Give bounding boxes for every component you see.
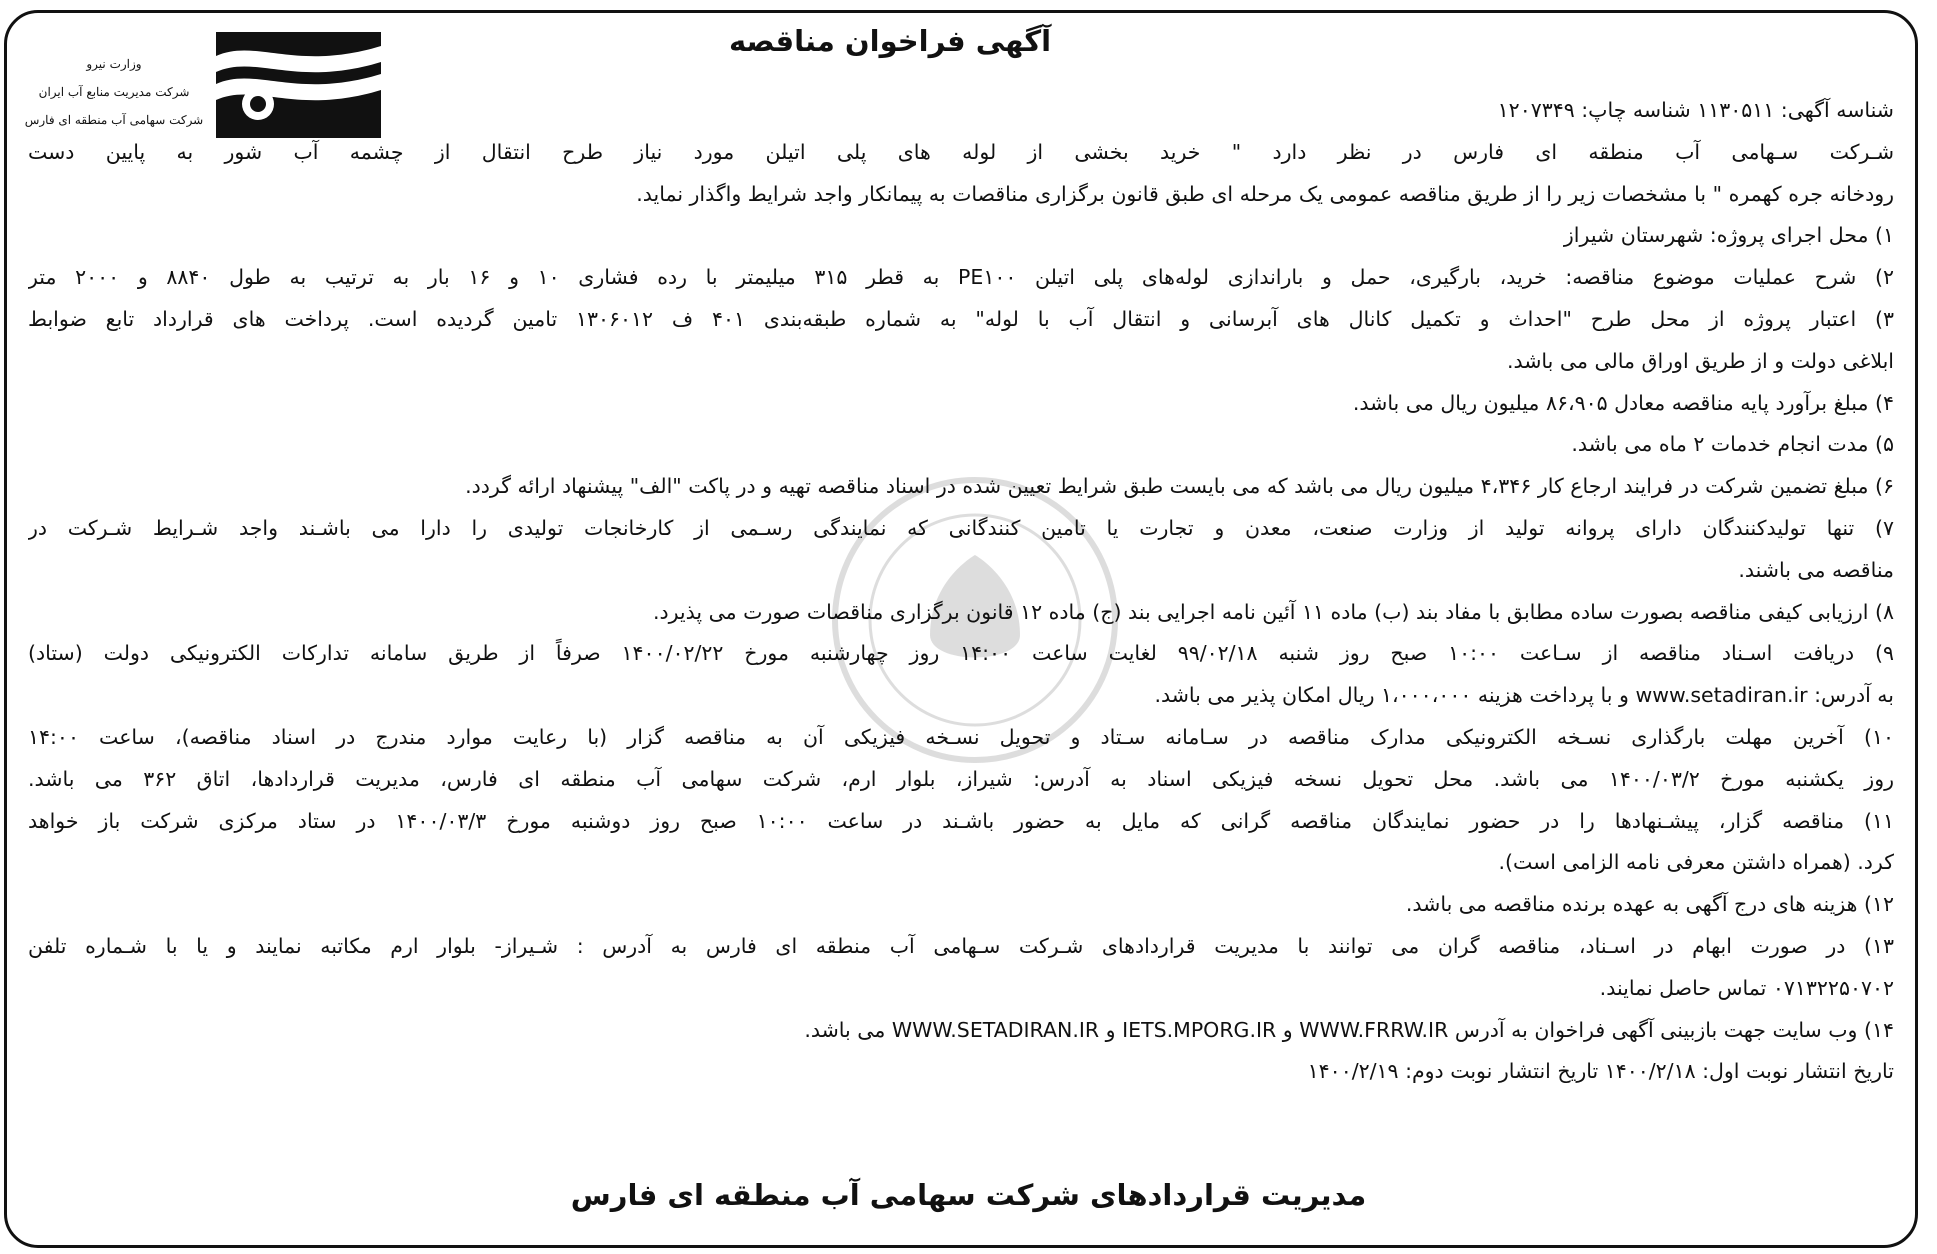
notice-item: روز یکشنبه مورخ ۱۴۰۰/۰۳/۲ می باشد. محل تحویل نسخه فیزیکی اسناد به آدرس: شیراز، بلوار ارم، شرکت سهامی آب منطقه ای فارس، مدیریت قراردادها، اتاق ۳۶۲ می باشد. <box>28 766 1894 791</box>
logo-org-line3: شرکت سهامی آب منطقه ای فارس <box>24 113 204 127</box>
notice-item: ۱۰) آخرین مهلت بارگذاری نسـخه الکترونیکی مدارک مناقصه در سـامانه سـتاد و تحویل نسـخه فیزیکی آن به مناقصه گزار (با رعایت موارد مندرج در اسناد مناقصه)، ساعت ۱۴:۰۰ <box>28 724 1894 749</box>
notice-item: به آدرس: www.setadiran.ir و با پرداخت هزینه ۱،۰۰۰،۰۰۰ ریال امکان پذیر می باشد. <box>1154 683 1894 708</box>
notice-item: ۱۲) هزینه های درج آگهی به عهده برنده مناقصه می باشد. <box>1405 892 1894 917</box>
notice-item: ۷) تنها تولیدکنندگان دارای پروانه تولید از وزارت صنعت، معدن و تجارت یا تامین کنندگانی که نمایندگی رسـمی از کارخانجات تولیدی را دارا می باشـند واجد شـرایط شـرکت در <box>28 515 1894 540</box>
notice-item: ابلاغی دولت و از طریق اوراق مالی می باشد. <box>1506 348 1894 373</box>
notice-item: ۱) محل اجرای پروژه: شهرستان شیراز <box>1563 223 1894 248</box>
notice-item: ۸) ارزیابی کیفی مناقصه بصورت ساده مطابق با مفاد بند (ب) ماده ۱۱ آئین نامه اجرایی بند (ج) ماده ۱۲ قانون برگزاری مناقصات صورت می پذیرد. <box>652 599 1894 624</box>
notice-item: ۰۷۱۳۲۲۵۰۷۰۲ تماس حاصل نمایند. <box>1599 975 1894 1000</box>
intro-line: رودخانه جره کهمره " با مشخصات زیر را از طریق مناقصه عمومی یک مرحله ای طبق قانون برگزاری مناقصات به پیمانکار واجد شرایط واگذار نماید. <box>636 181 1894 206</box>
publish-dates: تاریخ انتشار نوبت اول: ۱۴۰۰/۲/۱۸ تاریخ انتشار نوبت دوم: ۱۴۰۰/۲/۱۹ <box>1307 1059 1894 1084</box>
notice-item: ۵) مدت انجام خدمات ۲ ماه می باشد. <box>1571 432 1894 457</box>
notice-item: ۹) دریافت اسـناد مناقصه از سـاعت ۱۰:۰۰ صبح روز شنبه ۹۹/۰۲/۱۸ لغایت ساعت ۱۴:۰۰ روز چهارشنبه مورخ ۱۴۰۰/۰۲/۲۲ صرفاً از طریق سامانه تدارکات الکترونیکی دولت (ستاد) <box>28 641 1894 666</box>
notice-item: کرد. (همراه داشتن معرفی نامه الزامی است). <box>1498 850 1894 875</box>
notice-item: ۲) شرح عملیات موضوع مناقصه: خرید، بارگیری، حمل و باراندازی لوله‌های پلی اتیلن PE۱۰۰ به قطر ۳۱۵ میلیمتر با رده فشاری ۱۰ و ۱۶ بار به ترتیب به طول ۸۸۴۰ و ۲۰۰۰ متر <box>28 265 1894 290</box>
header-ids: شناسه آگهی: ۱۱۳۰۵۱۱ شناسه چاپ: ۱۲۰۷۳۴۹ <box>1497 98 1894 122</box>
logo-org-line1: وزارت نیرو <box>86 57 142 71</box>
notice-item: ۱۱) مناقصه گزار، پیشـنهادها را در حضور نمایندگان مناقصه گرانی که مایل به حضور باشـند در ساعت ۱۰:۰۰ صبح روز دوشنبه مورخ ۱۴۰۰/۰۳/۳ در ستاد مرکزی شرکت باز خواهد <box>28 808 1894 833</box>
notice-item: ۶) مبلغ تضمین شرکت در فرایند ارجاع کار ۴،۳۴۶ میلیون ریال می باشد که می بایست طبق شرایط تعیین شده در اسناد مناقصه تهیه و در پاکت "الف" پیشنهاد ارائه گردد. <box>465 474 1894 499</box>
notice-item: ۱۴) وب سایت جهت بازبینی آگهی فراخوان به آدرس WWW.FRRW.IR و IETS.MPORG.IR و WWW.SETADIRAN.IR می باشد. <box>804 1017 1894 1042</box>
notice-footer-signature: مدیریت قراردادهای شرکت سهامی آب منطقه ای فارس <box>570 1178 1367 1212</box>
intro-line: شـرکت سـهامی آب منطقه ای فارس در نظر دارد " خرید بخشی از لوله های پلی اتیلن مورد نیاز طرح انتقال از چشمه آب شور به پایین دست <box>28 139 1894 164</box>
notice-item: مناقصه می باشند. <box>1738 557 1894 582</box>
logo-org-line2: شرکت مدیریت منابع آب ایران <box>38 85 190 99</box>
notice-item: ۳) اعتبار پروژه از محل طرح "احداث و تکمیل کانال های آبرسانی و انتقال آب با لوله" به شماره طبقه‌بندی ۴۰۱ ف ۱۳۰۶۰۱۲ تامین گردیده است. پرداخت های قرارداد تابع ضوابط <box>28 306 1894 331</box>
notice-item: ۴) مبلغ برآورد پایه مناقصه معادل ۸۶،۹۰۵ میلیون ریال می باشد. <box>1352 390 1894 415</box>
notice-item: ۱۳) در صورت ابهام در اسـناد، مناقصه گران می توانند با مدیریت قراردادهای شـرکت سـهامی آب منطقه ای فارس به آدرس : شـیراز- بلوار ارم مکاتبه نمایند و یا با شـماره تلفن <box>28 933 1894 958</box>
notice-body <box>28 90 1894 1093</box>
notice-title: آگهی فراخوان مناقصه <box>728 24 1052 58</box>
